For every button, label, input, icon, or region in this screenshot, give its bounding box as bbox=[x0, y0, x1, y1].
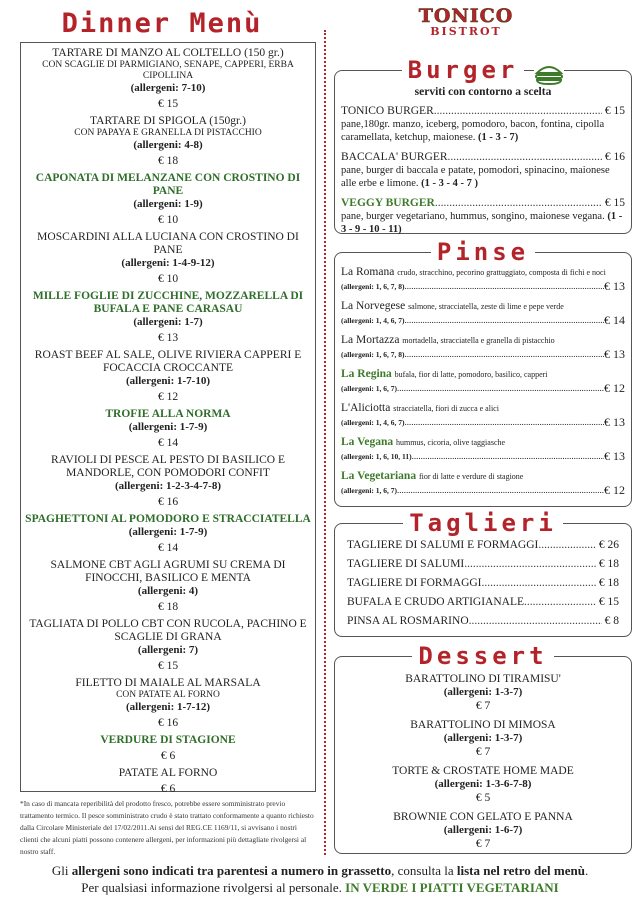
tagliere-name: BUFALA E CRUDO ARTIGIANALE bbox=[347, 596, 525, 608]
pinsa-price: € 12 bbox=[604, 381, 625, 395]
tagliere-item bbox=[347, 557, 619, 571]
tagliere-item bbox=[347, 576, 619, 590]
pinse-section bbox=[334, 238, 632, 507]
dish-price: € 6 bbox=[160, 750, 176, 762]
dish-name: FILETTO DI MAIALE AL MARSALA bbox=[75, 677, 261, 689]
burger-section bbox=[334, 56, 632, 235]
tagliere-price: € 18 bbox=[598, 577, 619, 589]
dessert-title: Dessert bbox=[412, 642, 553, 670]
burger-desc: pane,180gr. manzo, iceberg, pomodoro, bacon, fontina, cipolla caramellata, ketchup, maionese. bbox=[341, 119, 605, 143]
pinsa-price: € 13 bbox=[604, 279, 625, 293]
tagliere-name: TAGLIERE DI FORMAGGI bbox=[347, 577, 482, 589]
dish-allergens: (allergeni: 1-7-12) bbox=[126, 701, 210, 713]
pinsa-item bbox=[341, 367, 625, 395]
tagliere-price: € 26 bbox=[598, 539, 619, 551]
dish-item bbox=[25, 734, 311, 763]
dish-item bbox=[25, 559, 311, 614]
dish-name: MILLE FOGLIE DI ZUCCHINE, MOZZARELLA DI BUFALA E PANE CARASAU bbox=[32, 290, 304, 315]
pinsa-item bbox=[341, 435, 625, 463]
dish-price: € 14 bbox=[157, 437, 179, 449]
pinsa-allergens: (allergeni: 1, 4, 6, 7) bbox=[341, 418, 405, 427]
dessert-name: TORTE & CROSTATE HOME MADE bbox=[392, 765, 574, 777]
pinsa-price: € 12 bbox=[604, 483, 625, 497]
tagliere-name: PINSA AL ROSMARINO bbox=[347, 615, 469, 627]
burger-desc: pane, burger vegetariano, hummus, songino, maionese vegana. bbox=[341, 211, 605, 222]
dish-item bbox=[25, 513, 311, 555]
pinsa-name: La Vegetariana bbox=[341, 470, 417, 482]
dish-allergens: (allergeni: 1-7) bbox=[133, 316, 203, 328]
dish-allergens: (allergeni: 4-8) bbox=[133, 139, 203, 151]
pinsa-price: € 13 bbox=[604, 347, 625, 361]
dish-allergens: (allergeni: 1-7-9) bbox=[128, 421, 208, 433]
pinsa-allergens: (allergeni: 1, 6, 7, 8) bbox=[341, 350, 405, 359]
footer-text: . bbox=[584, 863, 589, 878]
dish-allergens: (allergeni: 1-9) bbox=[133, 198, 203, 210]
pinsa-item bbox=[341, 469, 625, 497]
footer-text: Gli bbox=[51, 863, 72, 878]
dish-subtitle: CON PATATE AL FORNO bbox=[116, 690, 220, 700]
dish-name: MOSCARDINI ALLA LUCIANA CON CROSTINO DI PANE bbox=[37, 231, 299, 256]
dessert-item bbox=[341, 765, 625, 805]
tagliere-name: TAGLIERE DI SALUMI E FORMAGGI bbox=[347, 539, 539, 551]
tagliere-item bbox=[347, 538, 619, 552]
dish-name: SALMONE CBT AGLI AGRUMI SU CREMA DI FINOCCHI, BASILICO E MENTA bbox=[50, 559, 286, 584]
dish-price: € 16 bbox=[157, 717, 179, 729]
pinsa-desc: fior di latte e verdure di stagione bbox=[418, 472, 524, 481]
dish-name: TARTARE DI MANZO AL COLTELLO (150 gr.) bbox=[52, 47, 284, 59]
pinsa-item bbox=[341, 401, 625, 429]
dish-name: CAPONATA DI MELANZANE CON CROSTINO DI PANE bbox=[35, 172, 301, 197]
burger-title: Burger bbox=[402, 56, 525, 84]
disclaimer-note: *In caso di mancata reperibilità del prodotto fresco, potrebbe essere somministrato previo trattamento termico. Il pesce somministrato crudo è stato trattato conformamente a quanto richiesto dalla Circolare Ministeriale del 17/02/2011.Ai sensi del REG.CE 1169/11, si avvisano i nostri clienti che alcuni piatti possono contenere allergeni, per informazioni più dettagliate rivolgersi al nostro staff. bbox=[20, 799, 314, 856]
burger-name: BACCALA' BURGER bbox=[341, 151, 448, 163]
taglieri-title-wrap bbox=[335, 509, 631, 537]
tagliere-name: TAGLIERE DI SALUMI bbox=[347, 558, 465, 570]
burger-desc: pane, burger di baccala e patate, pomodori, spinacino, maionese alle erbe e limone. bbox=[341, 165, 610, 189]
dish-item bbox=[25, 290, 311, 345]
dessert-allergens: (allergeni: 1-3-7) bbox=[443, 686, 523, 698]
burger-allergens: (1 - 3 - 4 - 7 ) bbox=[421, 178, 479, 189]
dish-name: TARTARE DI SPIGOLA (150gr.) bbox=[90, 115, 246, 127]
dish-item bbox=[25, 408, 311, 450]
dessert-price: € 7 bbox=[475, 838, 491, 850]
taglieri-section bbox=[334, 509, 632, 637]
pinsa-name: La Norvegese bbox=[341, 300, 406, 312]
dish-allergens: (allergeni: 1-7-10) bbox=[126, 375, 210, 387]
footer-bold: allergeni sono indicati tra parentesi a numero in grassetto bbox=[71, 863, 392, 878]
pinsa-desc: bufala, fior di latte, pomodoro, basilico, capperi bbox=[394, 370, 548, 379]
dessert-item bbox=[341, 811, 625, 851]
pinsa-allergens: (allergeni: 1, 6, 7) bbox=[341, 384, 398, 393]
dish-price: € 16 bbox=[157, 496, 179, 508]
dish-item bbox=[25, 172, 311, 227]
dish-price: € 18 bbox=[157, 601, 179, 613]
dish-price: € 10 bbox=[157, 214, 179, 226]
burger-allergens: (1 - 3 - 9 - 10 - 11) bbox=[341, 211, 623, 235]
dish-item bbox=[25, 767, 311, 796]
burger-item bbox=[341, 196, 625, 236]
dish-price: € 15 bbox=[157, 98, 179, 110]
burger-price: € 16 bbox=[604, 151, 625, 163]
dish-price: € 15 bbox=[157, 660, 179, 672]
dessert-item bbox=[341, 673, 625, 713]
tagliere-item bbox=[347, 614, 619, 628]
burger-item bbox=[341, 104, 625, 144]
dish-item bbox=[25, 349, 311, 404]
footer-line1 bbox=[0, 862, 640, 879]
pinsa-price: € 14 bbox=[604, 313, 625, 327]
dish-item bbox=[25, 231, 311, 286]
pinsa-name: L'Aliciotta bbox=[341, 402, 391, 414]
footer-notes bbox=[0, 862, 640, 896]
dessert-price: € 7 bbox=[475, 700, 491, 712]
burger-subtitle: serviti con contorno a scelta bbox=[414, 86, 552, 98]
dish-price: € 18 bbox=[157, 155, 179, 167]
burger-icon bbox=[534, 63, 564, 85]
tagliere-item bbox=[347, 595, 619, 609]
dish-subtitle: CON PAPAYA E GRANELLA DI PISTACCHIO bbox=[74, 128, 262, 138]
pinsa-allergens: (allergeni: 1, 4, 6, 7) bbox=[341, 316, 405, 325]
pinsa-name: La Mortazza bbox=[341, 334, 400, 346]
dessert-name: BROWNIE CON GELATO E PANNA bbox=[393, 811, 573, 823]
tagliere-price: € 8 bbox=[604, 615, 619, 627]
footer-bold: lista nel retro del menù bbox=[456, 863, 585, 878]
pinsa-desc: mortadella, stracciatella e granella di pistacchio bbox=[402, 336, 555, 345]
dessert-allergens: (allergeni: 1-6-7) bbox=[443, 824, 523, 836]
column-divider bbox=[324, 30, 326, 855]
pinsa-desc: hummus, cicoria, olive taggiasche bbox=[395, 438, 506, 447]
dessert-allergens: (allergeni: 1-3-7) bbox=[443, 732, 523, 744]
pinsa-price: € 13 bbox=[604, 449, 625, 463]
logo-line1: TONICO bbox=[418, 5, 514, 27]
dish-allergens: (allergeni: 4) bbox=[137, 585, 199, 597]
dish-name: TROFIE ALLA NORMA bbox=[105, 408, 231, 420]
dish-item bbox=[25, 677, 311, 730]
dish-allergens: (allergeni: 1-7-9) bbox=[128, 526, 208, 538]
tagliere-price: € 15 bbox=[598, 596, 619, 608]
pinsa-item bbox=[341, 299, 625, 327]
dessert-section bbox=[334, 642, 632, 854]
pinsa-name: La Regina bbox=[341, 368, 392, 380]
pinse-title: Pinse bbox=[431, 238, 535, 266]
burger-price: € 15 bbox=[604, 197, 625, 209]
burger-allergens: (1 - 3 - 7) bbox=[478, 132, 519, 143]
dish-item bbox=[25, 454, 311, 509]
burger-name: VEGGY BURGER bbox=[341, 197, 435, 209]
dish-allergens: (allergeni: 1-2-3-4-7-8) bbox=[115, 480, 221, 492]
dish-item bbox=[25, 618, 311, 673]
dessert-price: € 5 bbox=[475, 792, 491, 804]
dinner-menu-title: Dinner Menù bbox=[61, 8, 263, 39]
pinsa-item bbox=[341, 333, 625, 361]
footer-text: , consulta la bbox=[391, 863, 457, 878]
dish-item bbox=[25, 115, 311, 168]
dish-name: SPAGHETTONI AL POMODORO E STRACCIATELLA bbox=[25, 513, 311, 525]
pinsa-item bbox=[341, 265, 625, 293]
burger-price: € 15 bbox=[604, 105, 625, 117]
dish-name: VERDURE DI STAGIONE bbox=[100, 734, 236, 746]
dessert-allergens: (allergeni: 1-3-6-7-8) bbox=[434, 778, 532, 790]
dish-allergens: (allergeni: 7) bbox=[137, 644, 199, 656]
dish-name: ROAST BEEF AL SALE, OLIVE RIVIERA CAPPERI E FOCACCIA CROCCANTE bbox=[34, 349, 302, 374]
dish-allergens: (allergeni: 7-10) bbox=[130, 82, 206, 94]
dinner-menu-list bbox=[20, 42, 316, 795]
burger-title-wrap bbox=[335, 56, 631, 85]
pinsa-allergens: (allergeni: 1, 6, 7, 8) bbox=[341, 282, 405, 291]
footer-text: Per qualsiasi informazione rivolgersi al personale. bbox=[81, 880, 346, 895]
dish-name: RAVIOLI DI PESCE AL PESTO DI BASILICO E MANDORLE, CON POMODORI CONFIT bbox=[51, 454, 285, 479]
logo-line2: BISTROT bbox=[430, 25, 502, 38]
dish-price: € 10 bbox=[157, 273, 179, 285]
dish-price: € 14 bbox=[157, 542, 179, 554]
pinsa-name: La Vegana bbox=[341, 436, 394, 448]
pinsa-name: La Romana bbox=[341, 266, 395, 278]
dish-name: PATATE AL FORNO bbox=[118, 767, 218, 779]
burger-name: TONICO BURGER bbox=[341, 105, 434, 117]
dessert-name: BARATTOLINO DI MIMOSA bbox=[410, 719, 556, 731]
pinsa-price: € 13 bbox=[604, 415, 625, 429]
burger-item bbox=[341, 150, 625, 190]
pinsa-desc: salmone, stracciatella, zeste di lime e pepe verde bbox=[408, 302, 564, 311]
dish-subtitle: CON SCAGLIE DI PARMIGIANO, SENAPE, CAPPERI, ERBA CIPOLLINA bbox=[42, 60, 294, 81]
dish-item bbox=[25, 47, 311, 111]
dish-price: € 13 bbox=[157, 332, 179, 344]
pinsa-allergens: (allergeni: 1, 6, 7) bbox=[341, 486, 398, 495]
pinsa-allergens: (allergeni: 1, 6, 10, 11) bbox=[341, 452, 412, 461]
footer-line2 bbox=[0, 879, 640, 896]
dessert-title-wrap bbox=[335, 642, 631, 670]
pinse-title-wrap bbox=[335, 238, 631, 266]
tagliere-price: € 18 bbox=[598, 558, 619, 570]
dish-name: TAGLIATA DI POLLO CBT CON RUCOLA, PACHINO E SCAGLIE DI GRANA bbox=[29, 618, 307, 643]
dessert-item bbox=[341, 719, 625, 759]
dish-allergens: (allergeni: 1-4-9-12) bbox=[121, 257, 215, 269]
tonico-bistrot-logo bbox=[408, 6, 524, 48]
dessert-name: BARATTOLINO DI TIRAMISU' bbox=[405, 673, 561, 685]
dish-price: € 6 bbox=[160, 783, 176, 795]
vegetarian-note: IN VERDE I PIATTI VEGETARIANI bbox=[345, 880, 559, 895]
dish-price: € 12 bbox=[157, 391, 179, 403]
pinsa-desc: crudo, stracchino, pecorino grattuggiato, composta di fichi e noci bbox=[397, 268, 606, 277]
taglieri-title: Taglieri bbox=[403, 509, 563, 537]
dessert-price: € 7 bbox=[475, 746, 491, 758]
pinsa-desc: stracciatella, fiori di zucca e alici bbox=[393, 404, 499, 413]
